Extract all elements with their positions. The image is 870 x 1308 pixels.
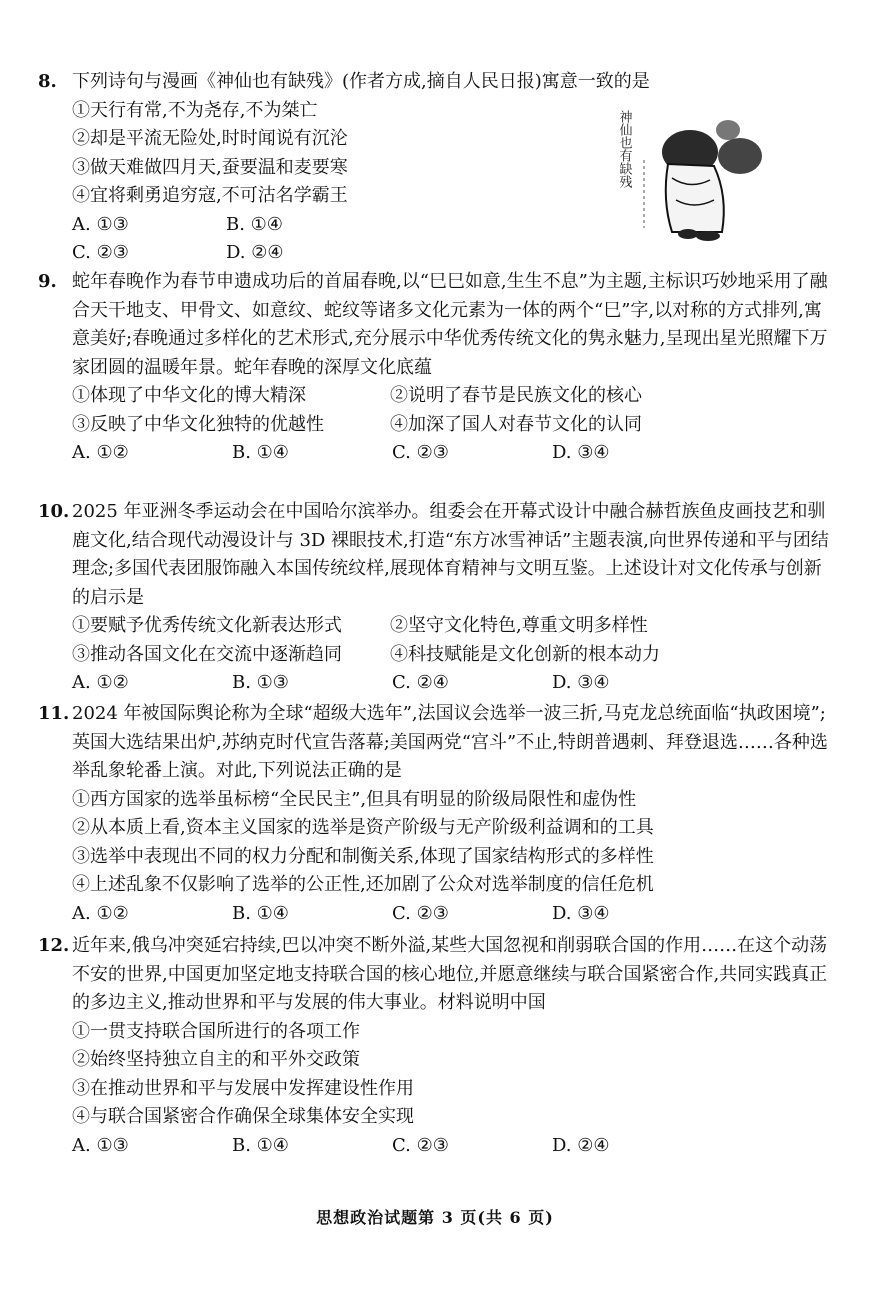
gourd-top (716, 120, 740, 140)
choice-c: C. ②④ (392, 672, 449, 693)
page-footer: 思想政治试题第 3 页(共 6 页) (316, 1208, 554, 1227)
stem-text: 蛇年春晚作为春节申遗成功后的首届春晚,以“巳巳如意,生生不息”为主题,主标识巧妙地采用了融合天干地支、甲骨文、如意纹、蛇纹等诸多文化元素为一体的两个“巳”字,以对称的方式排列,寓意美好;春晚通过多样化的艺术形式,充分展示中华优秀传统文化的隽永魅力,呈现出星光照耀下万家团圆的温暖年景。蛇年春晚的深厚文化底蕴 (72, 271, 828, 378)
answer-choices (38, 239, 838, 268)
question-12 (38, 932, 838, 1160)
stem-text: 2024 年被国际舆论称为全球“超级大选年”,法国议会选举一波三折,马克龙总统面临“执政困境”;英国大选结果出炉,苏纳克时代宣告落幕;美国两党“宫斗”不止,特朗普遇刺、拜登退选……各种选举乱象轮番上演。对此,下列说法正确的是 (72, 703, 828, 781)
option-3: ③推动各国文化在交流中逐渐趋同 (72, 643, 342, 665)
choice-c: C. ②③ (392, 442, 449, 463)
choice-a: A. ①③ (72, 213, 129, 235)
option-4: ④加深了国人对春节文化的认同 (390, 413, 642, 435)
choice-b: B. ①③ (232, 672, 289, 693)
option-4: ④科技赋能是文化创新的根本动力 (390, 643, 660, 665)
choice-b: B. ①④ (232, 902, 289, 924)
option-3: ③做天难做四月天,蚕要温和麦要寒 (72, 156, 348, 178)
choice-d: D. ②④ (226, 242, 284, 263)
choice-c: C. ②③ (392, 1134, 449, 1156)
option-2: ②从本质上看,资本主义国家的选举是资产阶级与无产阶级利益调和的工具 (72, 817, 654, 838)
option-1: ①天行有常,不为尧存,不为桀亡 (72, 99, 318, 121)
choice-d: D. ③④ (552, 902, 610, 924)
question-stem (38, 932, 838, 1018)
choice-d: D. ②④ (552, 1134, 610, 1156)
question-11 (38, 700, 838, 928)
choice-b: B. ①④ (232, 1134, 289, 1156)
option-3: ③反映了中华文化独特的优越性 (72, 413, 324, 435)
question-9 (38, 268, 838, 468)
options-row (38, 411, 838, 440)
option-2: ②却是平流无险处,时时闻说有沉沦 (72, 128, 348, 149)
option-1: ①一贯支持联合国所进行的各项工作 (72, 1020, 360, 1042)
figure-foot (678, 229, 698, 239)
gourd-bottom (718, 138, 762, 174)
stem-text: 近年来,俄乌冲突延宕持续,巴以冲突不断外溢,某些大国忽视和削弱联合国的作用……在这个动荡不安的世界,中国更加坚定地支持联合国的核心地位,并愿意继续与联合国紧密合作,共同实践真正的多边主义,推动世界和平与发展的伟大事业。材料说明中国 (72, 935, 828, 1013)
choice-d: D. ③④ (552, 672, 610, 693)
answer-choices (38, 900, 838, 929)
option-4: ④与联合国紧密合作确保全球集体安全实现 (72, 1106, 414, 1127)
choice-a: A. ①② (72, 442, 129, 463)
question-10 (38, 498, 838, 698)
choice-a: A. ①② (72, 902, 129, 924)
question-stem (38, 700, 838, 786)
question-stem (38, 498, 838, 612)
question-number: 12. (38, 935, 70, 956)
option-3: ③选举中表现出不同的权力分配和制衡关系,体现了国家结构形式的多样性 (72, 845, 654, 867)
answer-choices (38, 439, 838, 468)
answer-choices (38, 669, 838, 698)
option-4: ④宜将剩勇追穷寇,不可沽名学霸王 (72, 185, 348, 206)
choice-a: A. ①② (72, 672, 129, 693)
options-row (38, 382, 838, 411)
choice-a: A. ①③ (72, 1134, 129, 1156)
option-1: ①西方国家的选举虽标榜“全民民主”,但具有明显的阶级局限性和虚伪性 (72, 788, 637, 810)
figure-robe (666, 164, 724, 232)
question-number: 11. (38, 703, 70, 724)
choice-b: B. ①④ (232, 442, 289, 463)
option-2: ②坚守文化特色,尊重文明多样性 (390, 615, 648, 636)
option-2: ②始终坚持独立自主的和平外交政策 (72, 1049, 360, 1070)
options-row (38, 612, 838, 641)
option-2: ②说明了春节是民族文化的核心 (390, 385, 642, 406)
stem-text: 下列诗句与漫画《神仙也有缺残》(作者方成,摘自人民日报)寓意一致的是 (72, 71, 650, 92)
question-stem (38, 268, 838, 382)
option-3: ③在推动世界和平与发展中发挥建设性作用 (72, 1077, 414, 1099)
option-4: ④上述乱象不仅影响了选举的公正性,还加剧了公众对选举制度的信任危机 (72, 874, 654, 895)
question-number: 10. (38, 501, 70, 522)
figure-foot (696, 231, 720, 241)
question-number: 9. (38, 271, 57, 292)
choice-c: C. ②③ (392, 902, 449, 924)
answer-choices (38, 1132, 838, 1161)
question-stem (38, 68, 838, 97)
comic-illustration (610, 100, 770, 242)
stem-text: 2025 年亚洲冬季运动会在中国哈尔滨举办。组委会在开幕式设计中融合赫哲族鱼皮画技艺和驯鹿文化,结合现代动漫设计与 3D 裸眼技术,打造“东方冰雪神话”主题表演,向世界传递和平与团结理念;多国代表团服饰融入本国传统纹样,展现体育精神与文明互鉴。上述设计对文化传承与创新的启示是 (72, 501, 829, 608)
choice-c: C. ②③ (72, 242, 129, 263)
options-row (38, 641, 838, 670)
comic-caption: 神仙也有缺残 (616, 110, 632, 188)
choice-d: D. ③④ (552, 442, 610, 463)
question-number: 8. (38, 71, 57, 92)
choice-b: B. ①④ (226, 213, 283, 235)
option-1: ①要赋予优秀传统文化新表达形式 (72, 615, 342, 636)
comic-drawing (610, 100, 770, 242)
option-1: ①体现了中华文化的博大精深 (72, 385, 306, 406)
